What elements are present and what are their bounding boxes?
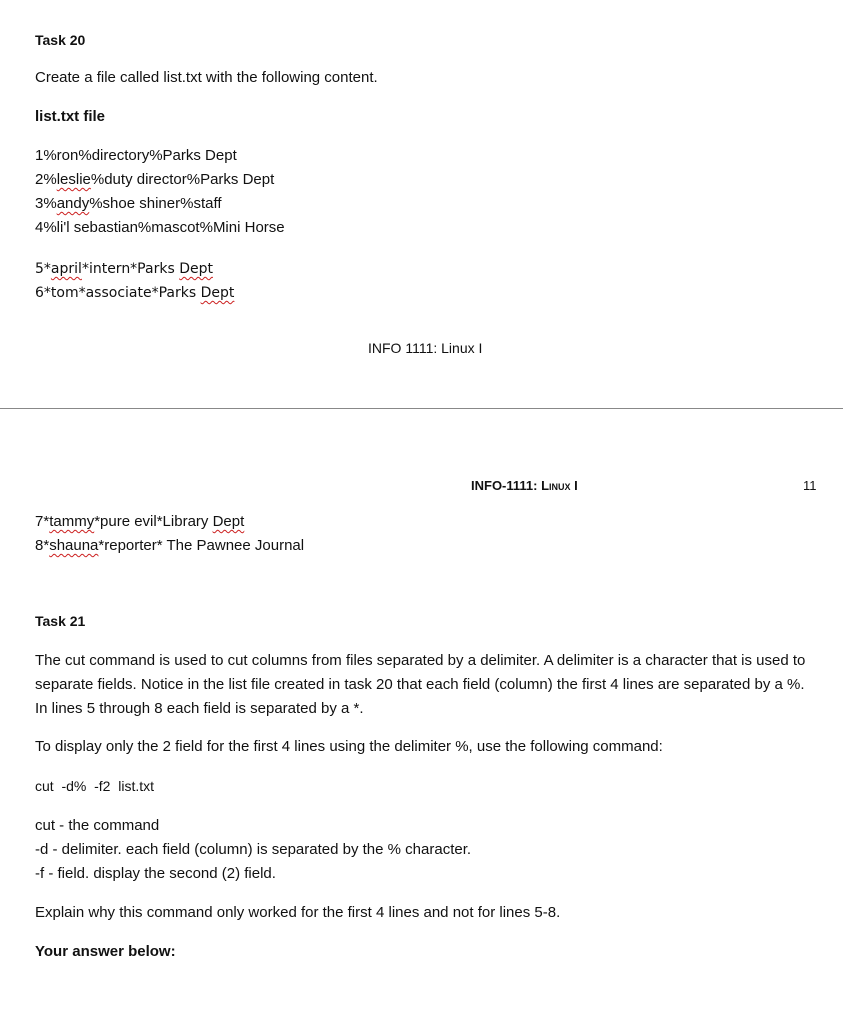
misspelled-word: tammy	[49, 513, 95, 530]
file-line-text: 8*	[35, 537, 50, 554]
file-lines-1-4	[35, 144, 285, 240]
file-line-text: *intern*Parks	[81, 261, 180, 277]
answer-label: Your answer below:	[35, 943, 176, 960]
file-line-text: 1%ron%directory%Parks Dept	[35, 147, 237, 164]
file-line-text: 2%	[35, 171, 57, 188]
page-number: 11	[803, 478, 817, 493]
file-lines-7-8	[35, 510, 304, 558]
explain-line: cut - the command	[35, 817, 160, 834]
file-line-text: *reporter* The Pawnee Journal	[98, 537, 305, 554]
task-21-paragraph: The cut command is used to cut columns from files separated by a delimiter. A delimiter is a character that is used to separate fields. Notice in the list file created in task 20 that each field (column) the first 4 lines are separated by a %. In lines 5 through 8 each field is separated by a *.	[35, 652, 806, 717]
explain-line: -f - field. display the second (2) field.	[35, 865, 276, 882]
misspelled-word: Dept	[212, 513, 245, 530]
task-20-heading: Task 20	[35, 32, 86, 48]
file-line-5	[35, 257, 234, 281]
file-line-text: 4%li'l sebastian%mascot%Mini Horse	[35, 219, 285, 236]
cut-command: cut -d% -f2 list.txt	[35, 778, 155, 794]
task-21-question: Explain why this command only worked for the first 4 lines and not for lines 5-8.	[35, 904, 561, 921]
file-line-text: 7*	[35, 513, 50, 530]
page-footer: INFO 1111: Linux I	[368, 340, 483, 356]
file-line-2	[35, 168, 285, 192]
file-heading: list.txt file	[35, 108, 106, 125]
file-line-6	[35, 281, 234, 305]
header-course-text: INFO-1111: Linux I	[471, 478, 578, 493]
file-lines-5-6	[35, 257, 234, 305]
task-20-intro: Create a file called list.txt with the following content.	[35, 69, 378, 86]
page-divider	[0, 408, 843, 409]
task-21-instruction: To display only the 2 field for the first 4 lines using the delimiter %, use the following command:	[35, 738, 663, 755]
task-21-heading: Task 21	[35, 613, 86, 629]
misspelled-word: april	[50, 261, 82, 277]
misspelled-word: Dept	[179, 261, 213, 277]
file-line-8	[35, 534, 304, 558]
explain-line: -d - delimiter. each field (column) is separated by the % character.	[35, 841, 472, 858]
command-explanation	[35, 814, 471, 886]
file-line-text: 3%	[35, 195, 57, 212]
file-line-3	[35, 192, 285, 216]
file-line-text: 6*tom*associate*Parks	[35, 285, 201, 301]
page-header-course	[471, 478, 578, 493]
file-line-text: *pure evil*Library	[94, 513, 213, 530]
misspelled-word: andy	[56, 195, 90, 212]
misspelled-word: leslie	[56, 171, 91, 188]
file-line-4	[35, 216, 285, 240]
misspelled-word: Dept	[200, 285, 235, 301]
file-line-text: 5*	[35, 261, 51, 277]
file-line-text: %duty director%Parks Dept	[90, 171, 275, 188]
file-line-text: %shoe shiner%staff	[89, 195, 222, 212]
misspelled-word: shauna	[49, 537, 99, 554]
file-line-1	[35, 144, 285, 168]
file-line-7	[35, 510, 304, 534]
